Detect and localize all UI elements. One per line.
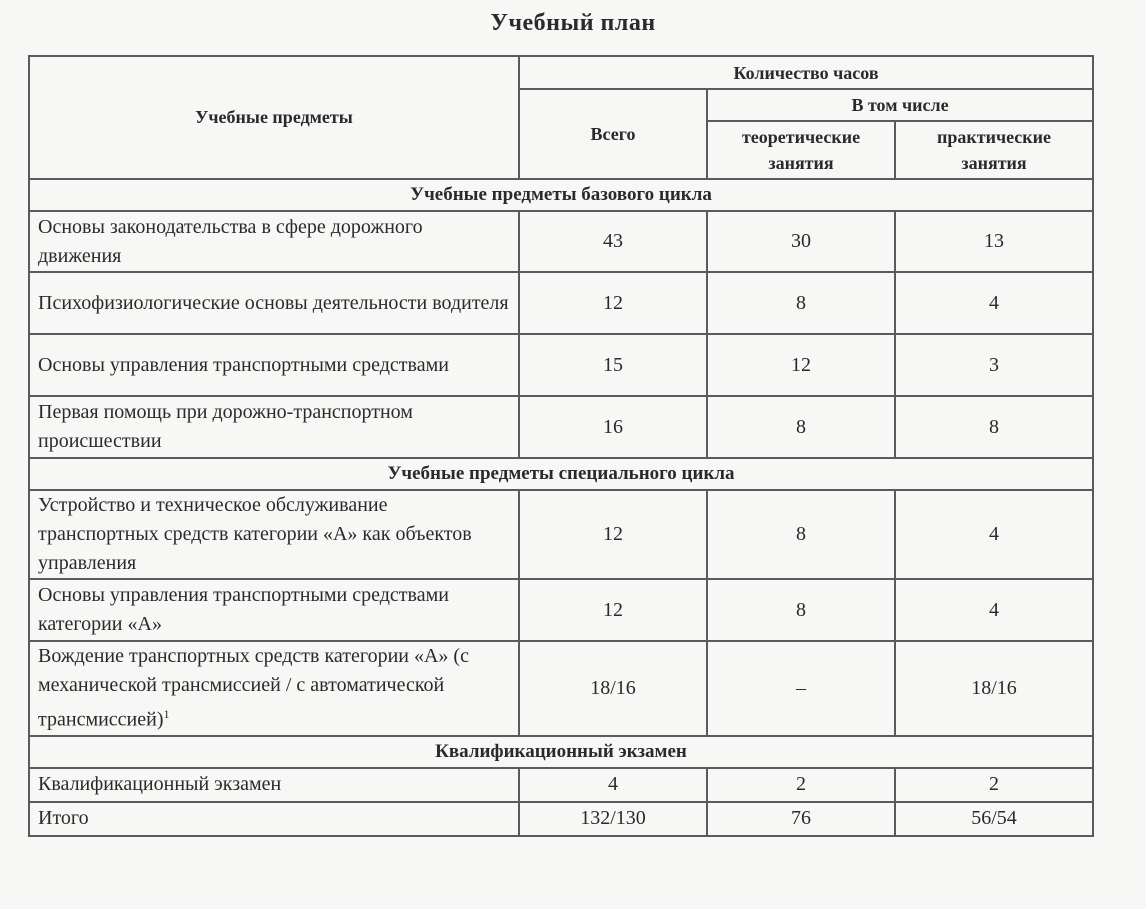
subject-name: Основы управления транспортными средствами категории «А» xyxy=(29,579,519,641)
page-title: Учебный план xyxy=(490,10,656,36)
table-row xyxy=(29,579,1093,641)
practice-hours: 4 xyxy=(895,490,1093,579)
section-special: Учебные предметы специального цикла xyxy=(29,458,1093,490)
practice-hours: 13 xyxy=(895,211,1093,272)
theory-hours: 2 xyxy=(707,768,895,802)
subject-name: Устройство и техническое обслуживание транспортных средств категории «А» как объектов управления xyxy=(29,490,519,579)
theory-hours: 12 xyxy=(707,334,895,396)
table-row xyxy=(29,490,1093,579)
practice-hours: 8 xyxy=(895,396,1093,458)
practice-hours: 2 xyxy=(895,768,1093,802)
section-exam: Квалификационный экзамен xyxy=(29,736,1093,768)
theory-hours: 30 xyxy=(707,211,895,272)
table-row xyxy=(29,641,1093,736)
theory-hours: – xyxy=(707,641,895,736)
header-practice: практические занятия xyxy=(895,121,1093,179)
theory-hours: 8 xyxy=(707,579,895,641)
total-row xyxy=(29,802,1093,836)
total-hours: 15 xyxy=(519,334,707,396)
total-hours: 12 xyxy=(519,579,707,641)
table-row xyxy=(29,272,1093,334)
header-including: В том числе xyxy=(707,89,1093,121)
total-label: Итого xyxy=(29,802,519,836)
total-hours: 43 xyxy=(519,211,707,272)
total-hours: 12 xyxy=(519,490,707,579)
section-base: Учебные предметы базового цикла xyxy=(29,179,1093,211)
subject-name xyxy=(29,641,519,736)
subject-name-text: Вождение транспортных средств категории «А» (с механической трансмиссией / с автоматической трансмиссией) xyxy=(38,645,469,731)
table-row xyxy=(29,396,1093,458)
total-hours: 132/130 xyxy=(519,802,707,836)
total-hours: 12 xyxy=(519,272,707,334)
total-hours: 16 xyxy=(519,396,707,458)
practice-hours: 4 xyxy=(895,272,1093,334)
practice-hours: 56/54 xyxy=(895,802,1093,836)
header-subjects: Учебные предметы xyxy=(29,56,519,179)
header-theory: теоретические занятия xyxy=(707,121,895,179)
subject-name: Психофизиологические основы деятельности водителя xyxy=(29,272,519,334)
table-row xyxy=(29,211,1093,272)
subject-name: Первая помощь при дорожно-транспортном происшествии xyxy=(29,396,519,458)
header-total: Всего xyxy=(519,89,707,179)
subject-name: Квалификационный экзамен xyxy=(29,768,519,802)
theory-hours: 76 xyxy=(707,802,895,836)
theory-hours: 8 xyxy=(707,490,895,579)
total-hours: 18/16 xyxy=(519,641,707,736)
curriculum-table xyxy=(28,55,1094,837)
footnote-marker: 1 xyxy=(163,707,170,721)
practice-hours: 18/16 xyxy=(895,641,1093,736)
practice-hours: 4 xyxy=(895,579,1093,641)
practice-hours: 3 xyxy=(895,334,1093,396)
subject-name: Основы управления транспортными средствами xyxy=(29,334,519,396)
table-row xyxy=(29,768,1093,802)
table-row xyxy=(29,334,1093,396)
theory-hours: 8 xyxy=(707,396,895,458)
theory-hours: 8 xyxy=(707,272,895,334)
total-hours: 4 xyxy=(519,768,707,802)
subject-name: Основы законодательства в сфере дорожного движения xyxy=(29,211,519,272)
header-hours: Количество часов xyxy=(519,56,1093,89)
